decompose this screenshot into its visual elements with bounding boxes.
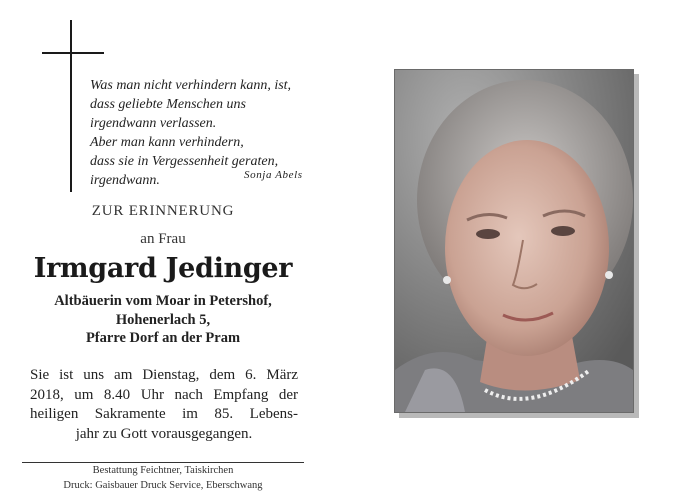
subtitle-line: Altbäuerin vom Moar in Petershof,: [54, 293, 272, 309]
obituary-line: heiligen Sakramente im 85. Lebens-: [30, 406, 298, 422]
funeral-home-credit: Bestattung Feichtner, Taiskirchen: [92, 465, 234, 476]
obituary-line: jahr zu Gott vorausgegangen.: [75, 425, 253, 442]
cross-horizontal-bar: [42, 52, 104, 54]
poem-author: Sonja Abels: [244, 169, 303, 181]
poem-line: dass sie in Vergessenheit geraten,: [90, 154, 279, 169]
salutation: an Frau: [140, 231, 186, 247]
subtitle-line: Pfarre Dorf an der Pram: [85, 330, 241, 346]
poem-line: Was man nicht verhindern kann, ist,: [90, 78, 292, 93]
obituary-line: 2018, um 8.40 Uhr nach Empfang der: [30, 386, 298, 403]
portrait-photo: [394, 69, 634, 413]
obituary-line: Sie ist uns am Dienstag, dem 6. März: [30, 367, 298, 383]
obituary-text: [30, 366, 298, 444]
print-credit: Druck: Gaisbauer Druck Service, Eberschwang: [63, 480, 263, 491]
subtitle-line: Hohenerlach 5,: [115, 312, 211, 328]
portrait-illustration: [395, 70, 633, 412]
poem-line: irgendwann.: [90, 173, 160, 188]
poem-line: irgendwann verlassen.: [90, 116, 217, 131]
cross-vertical-bar: [70, 20, 72, 192]
deceased-name: Irmgard Jedinger: [33, 253, 293, 284]
poem-line: dass geliebte Menschen uns: [90, 97, 246, 112]
memorial-heading: ZUR ERINNERUNG: [91, 203, 235, 219]
poem-line: Aber man kann verhindern,: [90, 135, 244, 150]
divider: [22, 462, 304, 463]
